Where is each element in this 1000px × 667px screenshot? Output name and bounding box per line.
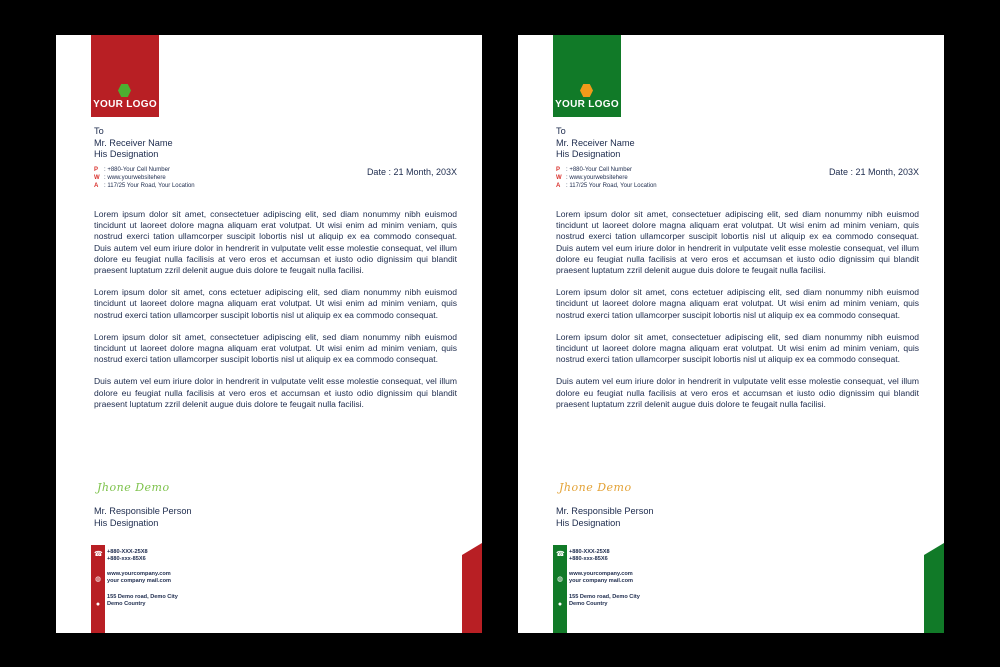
sender-contacts <box>94 166 195 191</box>
phone-icon: ☎ <box>94 551 103 558</box>
footer-accent-bar <box>91 545 105 633</box>
corner-accent <box>924 543 944 633</box>
footer-web: www.yourcompany.com your company mail.com <box>107 571 172 585</box>
footer-address: 155 Demo road, Demo City Demo Country <box>569 594 640 608</box>
responsible-designation: His Designation <box>94 517 159 528</box>
contact-phone: P : +880-Your Cell Number <box>556 167 632 173</box>
receiver-designation: His Designation <box>94 149 159 159</box>
receiver-name: Mr. Receiver Name <box>94 137 173 148</box>
footer-phones: +880-XXX-25X8 +880-xxx-85X6 <box>569 549 610 563</box>
body-paragraph: Lorem ipsum dolor sit amet, consectetuer adipiscing elit, sed diam nonummy nibh euismod tincidunt ut laoreet dolore magna aliquam erat volutpat. Ut wisi enim ad minim veniam, quis nostrud exerci tation ullamcorper suscipit lobortis nisl ut aliquip ex ea commodo consequat. Duis autem vel eum iriure dolor in hendrerit in vulputate velit esse molestie consequat, vel illum dolore eu feugiat nulla facilisis at vero eros et accumsan et iusto odio dignissim qui blandit praesent luptatum zzril delenit augue duis dolore te feugait nulla facilisi. <box>556 209 919 276</box>
body-paragraph: Lorem ipsum dolor sit amet, consectetuer adipiscing elit, sed diam nonummy nibh euismod tincidunt ut laoreet dolore magna aliquam erat volutpat. Ut wisi enim ad minim veniam, quis nostrud exerci tation ullamcorper suscipit lobortis nisl ut aliquip ex ea commodo consequat. Duis autem vel eum iriure dolor in hendrerit in vulputate velit esse molestie consequat, vel illum dolore eu feugiat nulla facilisis at vero eros et accumsan et iusto odio dignissim qui blandit praesent luptatum zzril delenit augue duis dolore te feugait nulla facilisi. <box>94 209 457 276</box>
footer-address: 155 Demo road, Demo City Demo Country <box>107 594 178 608</box>
location-pin-icon: ● <box>557 601 563 608</box>
to-label: To <box>94 126 104 136</box>
phone-icon: ☎ <box>556 551 565 558</box>
contact-address: A : 117/25 Your Road, Your Location <box>94 183 195 190</box>
globe-icon: ◍ <box>94 576 102 583</box>
body-paragraph: Duis autem vel eum iriure dolor in hendrerit in vulputate velit esse molestie consequat, vel illum dolore eu feugiat nulla facilisis at vero eros et accumsan et iusto odio dignissim qui blandit praesent luptatum zzril delenit augue duis dolore te feugait nulla facilisi. <box>556 376 919 409</box>
responsible-person: Mr. Responsible Person <box>556 506 654 516</box>
body-paragraph: Lorem ipsum dolor sit amet, consectetuer adipiscing elit, sed diam nonummy nibh euismod tincidunt ut laoreet dolore magna aliquam erat volutpat. Ut wisi enim ad minim veniam, quis nostrud exerci tation ullamcorper suscipit lobortis nisl ut aliquip ex ea commodo consequat. <box>556 331 919 365</box>
receiver-designation: His Designation <box>556 149 621 159</box>
contact-phone: P : +880-Your Cell Number <box>94 167 170 173</box>
to-label: To <box>556 126 566 136</box>
receiver-name: Mr. Receiver Name <box>556 137 635 148</box>
signature: Jhone Demo <box>559 481 632 494</box>
logo-hexagon-icon <box>580 84 593 97</box>
body-paragraph: Lorem ipsum dolor sit amet, cons ectetuer adipiscing elit, sed diam nonummy nibh euismod tincidunt ut laoreet dolore magna aliquam erat volutpat. Ut wisi enim ad minim veniam, quis nostrud exerci tation ullamcorper suscipit lobortis nisl ut aliquip ex ea commodo consequat. <box>94 287 457 320</box>
body-paragraph: Duis autem vel eum iriure dolor in hendrerit in vulputate velit esse molestie consequat, vel illum dolore eu feugiat nulla facilisis at vero eros et accumsan et iusto odio dignissim qui blandit praesent luptatum zzril delenit augue duis dolore te feugait nulla facilisi. <box>94 376 457 409</box>
letterhead-page-red <box>56 35 482 633</box>
signatory-block <box>556 506 654 529</box>
footer-web: www.yourcompany.com your company mail.com <box>569 571 634 585</box>
recipient-block <box>556 126 635 161</box>
logo-text: YOUR LOGO <box>93 99 157 110</box>
contact-web: W : www.yourwebsitehere <box>94 175 166 182</box>
contact-web: W : www.yourwebsitehere <box>556 175 628 182</box>
logo-block <box>553 35 621 117</box>
footer-phones: +880-XXX-25X8 +880-xxx-85X6 <box>107 549 148 563</box>
letter-body <box>556 209 919 421</box>
corner-accent <box>462 543 482 633</box>
responsible-designation: His Designation <box>556 517 621 528</box>
logo-hexagon-icon <box>118 84 131 97</box>
logo-text: YOUR LOGO <box>555 99 619 110</box>
footer-accent-bar <box>553 545 567 633</box>
responsible-person: Mr. Responsible Person <box>94 506 192 516</box>
body-paragraph: Lorem ipsum dolor sit amet, cons ectetuer adipiscing elit, sed diam nonummy nibh euismod tincidunt ut laoreet dolore magna aliquam erat volutpat. Ut wisi enim ad minim veniam, quis nostrud exerci tation ullamcorper suscipit lobortis nisl ut aliquip ex ea commodo consequat. <box>556 287 919 320</box>
sender-contacts <box>556 166 657 191</box>
body-paragraph: Lorem ipsum dolor sit amet, consectetuer adipiscing elit, sed diam nonummy nibh euismod tincidunt ut laoreet dolore magna aliquam erat volutpat. Ut wisi enim ad minim veniam, quis nostrud exerci tation ullamcorper suscipit lobortis nisl ut aliquip ex ea commodo consequat. <box>94 331 457 365</box>
location-pin-icon: ● <box>95 601 101 608</box>
globe-icon: ◍ <box>556 576 564 583</box>
letter-body <box>94 209 457 421</box>
letter-date: Date : 21 Month, 203X <box>366 167 457 177</box>
signatory-block <box>94 506 192 529</box>
letter-date: Date : 21 Month, 203X <box>828 167 919 177</box>
signature: Jhone Demo <box>97 481 170 494</box>
letterhead-page-green <box>518 35 944 633</box>
contact-address: A : 117/25 Your Road, Your Location <box>556 183 657 190</box>
logo-block <box>91 35 159 117</box>
recipient-block <box>94 126 173 161</box>
